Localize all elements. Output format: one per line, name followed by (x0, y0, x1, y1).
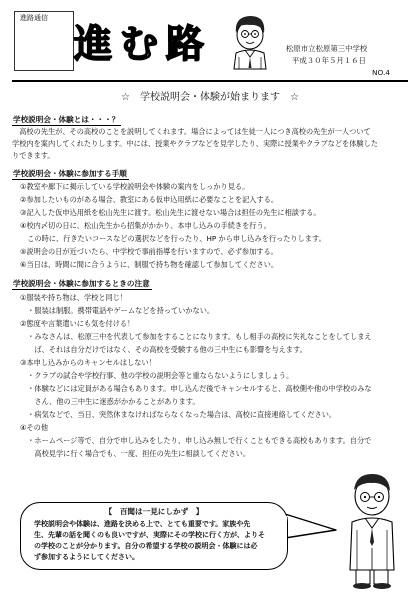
section-overview-line: 学校内を案内してくれたりします。中には、授業やクラブなどを見学したり、実際に授業やクラブなどを体験した (12, 139, 378, 148)
section-heading-overview: 学校説明会・体験とは・・・？ (13, 115, 120, 124)
caution-line: ・クラブの試合や学校行事、他の学校の説明会等と重ならないようにしましょう。 (20, 371, 294, 380)
callout-bubble-mask (283, 516, 287, 538)
caution-line: ・ホームページ等で、自分で申し込みをしたり、申し込み無しで行くこともできる高校もあります。自分で (20, 436, 372, 445)
speech-bubble-tail (280, 508, 340, 548)
procedure-step: この時に、行きたいコースなどの選択などを行ったり、HP から申し込みを行ったりします。 (20, 234, 326, 243)
headline: ☆ 学校説明会・体験が始まります ☆ (121, 92, 299, 103)
caution-line: 高校見学に行く場合でも、一度、担任の先生に相談してください。 (20, 449, 251, 458)
section-heading-procedure: 学校説明会・体験に参加する手順 (13, 169, 127, 178)
issue-date: 平成３０年５月１６日 (292, 56, 366, 65)
section-overview-line: 高校の先生が、その高校のことを説明してくれます。場合によっては生徒一人につき高校の先生が一人ついて (12, 127, 371, 136)
school-name: 松原市立松原第三中学校 (286, 44, 368, 53)
procedure-step: ⑥当日は、時間に間に合うように、制服で持ち物を確認して参加してください。 (20, 260, 279, 269)
caution-line: ②態度や言葉遣いにも気を付ける！ (20, 319, 135, 328)
header-tag: 進路通信 (20, 14, 48, 22)
caution-line: ・病気などで、当日、突然休まなければならなくなった場合は、高校に直接連絡してください。 (20, 410, 337, 419)
teacher-mascot-icon (340, 470, 404, 590)
caution-line: さん、他の三中生に迷惑がかかることがあります。 (20, 397, 200, 406)
section-overview-line: りできます。 (12, 151, 55, 160)
caution-line: ・体験などには定員がある場合もあります。申し込んだ後でキャンセルすると、高校側や他の中学校のみな (20, 384, 372, 393)
caution-line: ④その他 (20, 423, 49, 432)
callout-line: 学校説明会や体験は、進路を決める上で、とても重要です。家族や先 (34, 520, 251, 528)
section-heading-cautions: 学校説明会・体験に参加するときの注意 (13, 279, 150, 288)
callout-line: の学校のことが分かります。自分の希望する学校の説明会・体験には必 (34, 542, 258, 550)
caution-line: ③本申し込みからのキャンセルはしない！ (20, 358, 156, 367)
callout-title: 【 百聞は一見にしかず 】 (104, 507, 204, 516)
caution-line: ・服装は制服。携帯電話やゲームなどを持っていかない。 (20, 306, 215, 315)
procedure-step: ⑤説明会の日が近づいたら、中学校で事前指導を行いますので、必ず参加する。 (20, 247, 278, 256)
callout-line: ず参加するようにしてください。 (34, 553, 139, 561)
issue-number: NO.4 (372, 68, 391, 77)
caution-line: ・みなさんは、松原三中を代表して参加をすることになります。もし相手の高校に失礼なことをしてしまえ (20, 332, 372, 341)
procedure-step: ②参加したいものがある場合、教室にある仮申込用紙に必要なことを記入する。 (20, 195, 279, 204)
procedure-step: ④校内〆切の日に、松山先生から招集がかかり、本申し込みの手続きを行う。 (20, 221, 271, 230)
procedure-step: ①教室や廊下に掲示している学校説明会や体験の案内をしっかり見る。 (20, 182, 250, 191)
caution-line: ば、それは自分だけではなく、その高校を受験する他の三中生にも影響を与えます。 (20, 345, 307, 354)
teacher-mascot-icon (226, 13, 274, 71)
header-rule (12, 80, 408, 82)
procedure-step: ③記入した仮申込用紙を松山先生に渡す。松山先生に渡せない場合は担任の先生に相談する。 (20, 208, 321, 217)
callout-line: 生、先輩の話を聞くのも良いですが、実際にその学校に行く方が、よりそ (34, 531, 265, 539)
caution-line: ①服装や持ち物は、学校と同じ！ (20, 293, 128, 302)
newsletter-title: 進む路 (74, 22, 213, 66)
